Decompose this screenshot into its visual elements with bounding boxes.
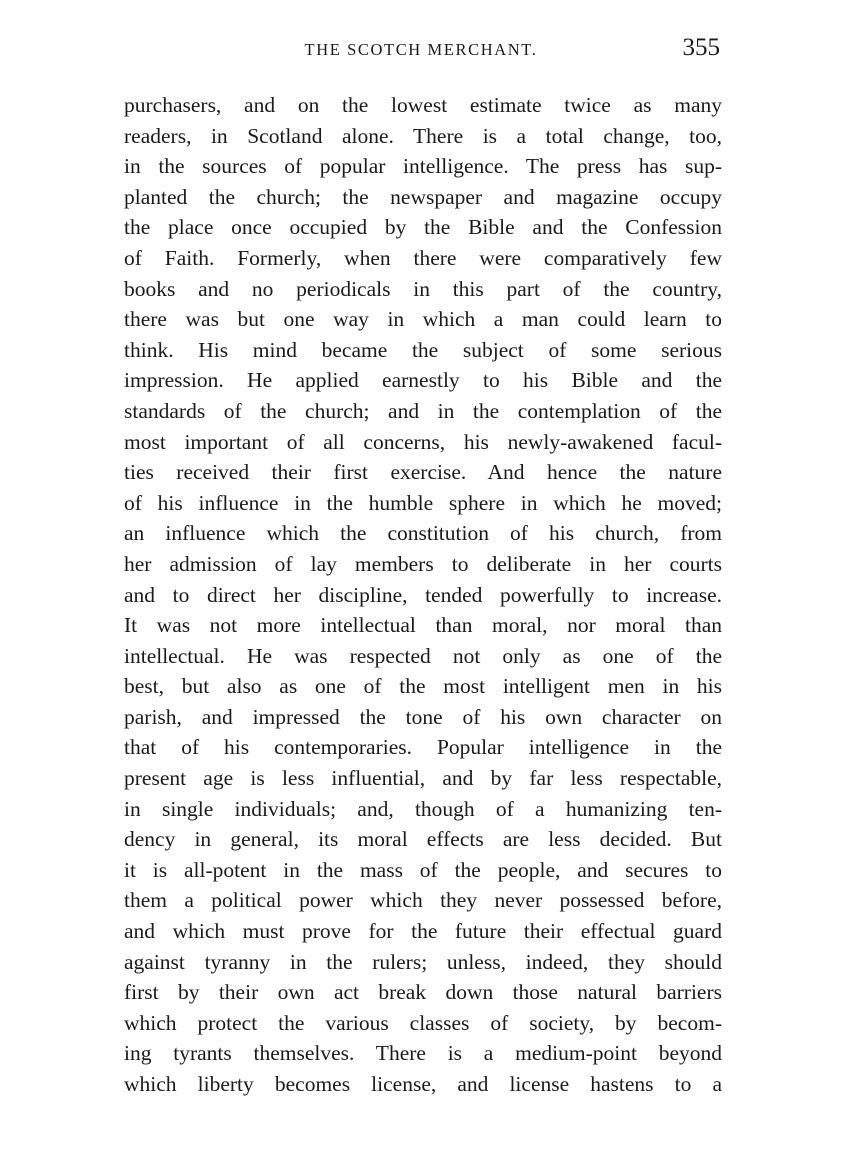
text-line: ties received their first exercise. And hence the nature: [124, 460, 722, 485]
text-line: in single individuals; and, though of a humanizing ten-: [124, 796, 722, 821]
text-line: dency in general, its moral effects are less decided. But: [124, 827, 722, 852]
text-line: impression. He applied earnestly to his Bible and the: [124, 368, 722, 393]
text-line: which liberty becomes license, and license hastens to a: [124, 1072, 722, 1096]
text-line: first by their own act break down those natural barriers: [124, 980, 722, 1005]
text-line: readers, in Scotland alone. There is a total change, too,: [124, 123, 722, 148]
text-line: it is all-potent in the mass of the people, and secures to: [124, 857, 722, 882]
text-line: purchasers, and on the lowest estimate twice as many: [124, 93, 722, 117]
text-line: there was but one way in which a man could learn to: [124, 307, 722, 332]
text-line: the place once occupied by the Bible and the Confession: [124, 215, 722, 240]
body-text: [124, 90, 722, 1100]
text-line: which protect the various classes of society, by becom-: [124, 1010, 722, 1035]
text-line: parish, and impressed the tone of his own character on: [124, 704, 722, 729]
page-number: 355: [682, 34, 720, 61]
text-line: in the sources of popular intelligence. The press has sup-: [124, 154, 722, 179]
text-line: against tyranny in the rulers; unless, indeed, they should: [124, 949, 722, 974]
text-line: and which must prove for the future their effectual guard: [124, 919, 722, 944]
text-line: of Faith. Formerly, when there were comparatively few: [124, 245, 722, 270]
text-line: most important of all concerns, his newly-awakened facul-: [124, 429, 722, 454]
text-line: ing tyrants themselves. There is a medium-point beyond: [124, 1041, 722, 1066]
running-head: THE SCOTCH MERCHANT.: [304, 40, 538, 59]
text-line: It was not more intellectual than moral, nor moral than: [124, 613, 722, 638]
text-line: her admission of lay members to deliberate in her courts: [124, 551, 722, 576]
text-line: books and no periodicals in this part of the country,: [124, 276, 722, 301]
text-line: them a political power which they never possessed before,: [124, 888, 722, 913]
text-line: and to direct her discipline, tended powerfully to increase.: [124, 582, 722, 607]
text-line: an influence which the constitution of his church, from: [124, 521, 722, 546]
text-line: best, but also as one of the most intelligent men in his: [124, 674, 722, 699]
text-line: standards of the church; and in the contemplation of the: [124, 398, 722, 423]
page-header: [122, 34, 720, 68]
text-line: present age is less influential, and by far less respectable,: [124, 766, 722, 791]
text-line: of his influence in the humble sphere in which he moved;: [124, 490, 722, 515]
text-line: planted the church; the newspaper and magazine occupy: [124, 184, 722, 209]
text-line: think. His mind became the subject of some serious: [124, 337, 722, 362]
text-line: that of his contemporaries. Popular intelligence in the: [124, 735, 722, 760]
text-line: intellectual. He was respected not only as one of the: [124, 643, 722, 668]
